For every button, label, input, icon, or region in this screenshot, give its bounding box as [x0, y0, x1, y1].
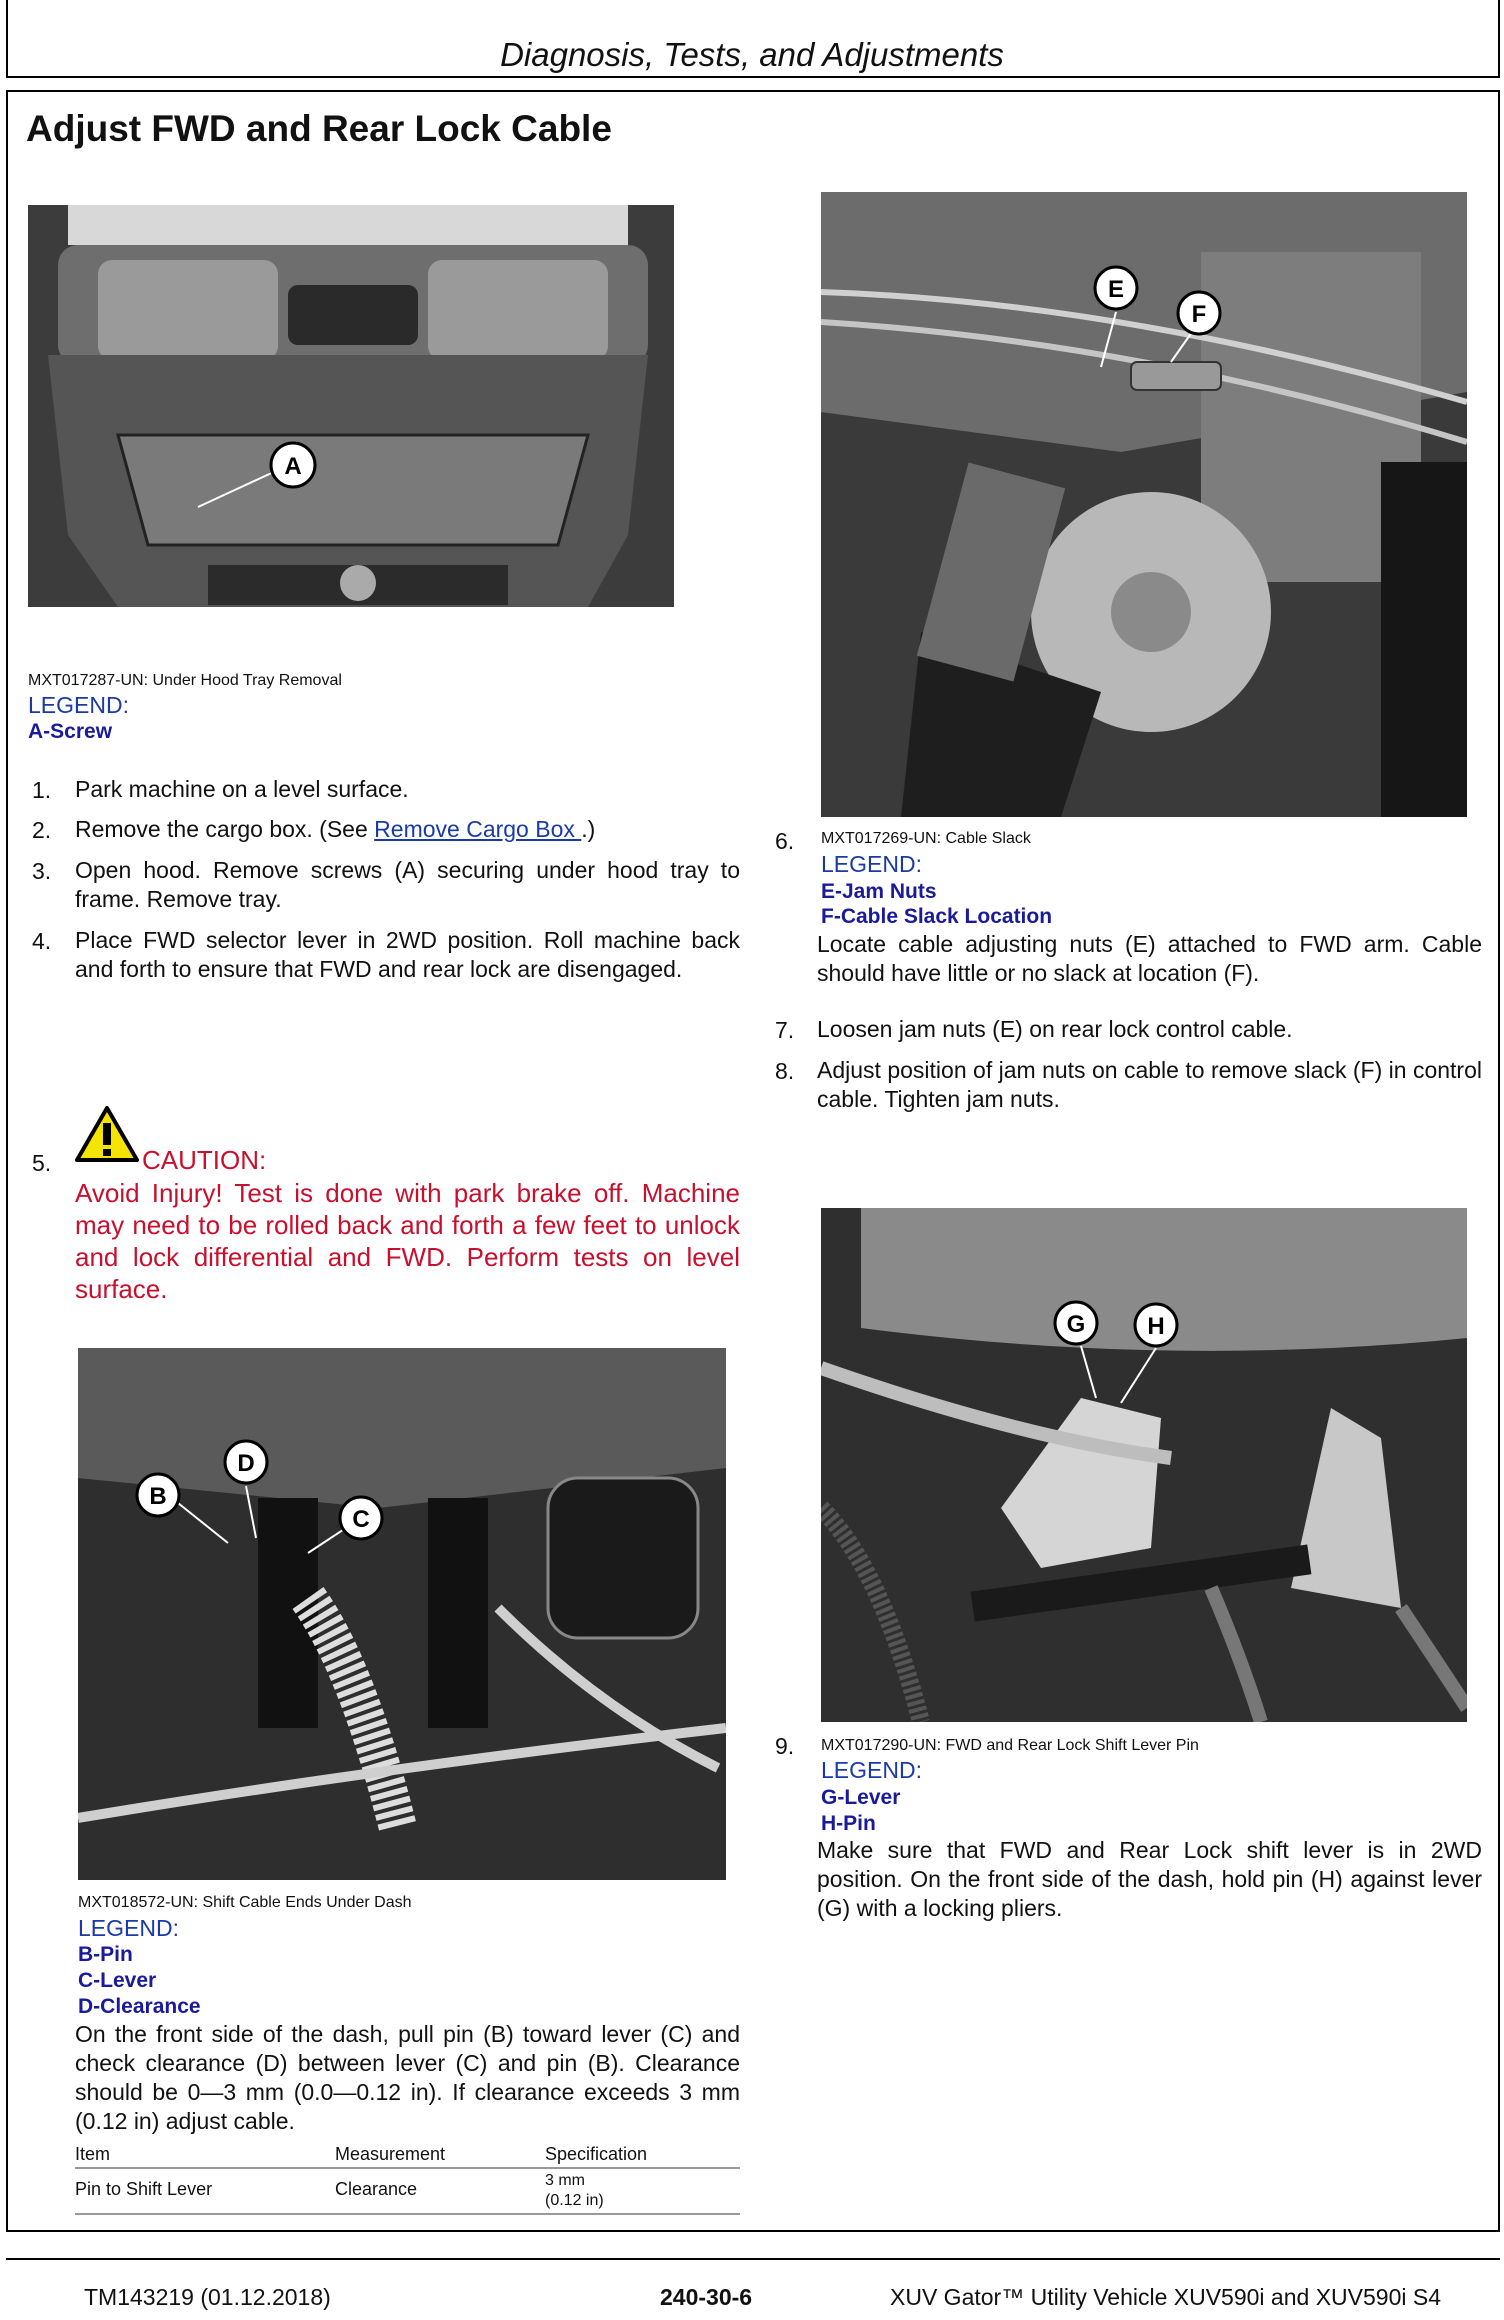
- step-4: Place FWD selector lever in 2WD position. Roll machine back and forth to ensure that FWD and rear lock are disengaged.: [75, 927, 740, 982]
- callout-h: H: [1147, 1313, 1165, 1340]
- fig2-legend-heading: LEGEND:: [821, 851, 922, 877]
- step-number: 8.: [775, 1058, 795, 1084]
- figure-shift-lever-pin: [821, 1208, 1467, 1722]
- step-number: 7.: [775, 1017, 795, 1043]
- caution-text: Avoid Injury! Test is done with park brake off. Machine may need to be rolled back and forth a few feet to unlock and lock differential and FWD. Perform tests on level surface.: [75, 1178, 740, 1304]
- fig3-legend-item: D-Clearance: [78, 1995, 201, 2018]
- step-number: 5.: [32, 1150, 52, 1176]
- fig2-legend-item: E-Jam Nuts: [821, 880, 937, 903]
- callout-g: G: [1066, 1311, 1086, 1338]
- remove-cargo-box-link[interactable]: Remove Cargo Box: [374, 816, 582, 842]
- fig4-legend-item: H-Pin: [821, 1812, 876, 1835]
- step-2-text-end: .): [581, 816, 596, 842]
- spec-cell-specification: [545, 2168, 740, 2214]
- running-header: Diagnosis, Tests, and Adjustments: [500, 36, 1004, 73]
- spec-value-mm: 3 mm: [545, 2172, 585, 2189]
- step-8: Adjust position of jam nuts on cable to remove slack (F) in control cable. Tighten jam nuts.: [817, 1057, 1482, 1112]
- fig4-legend-heading: LEGEND:: [821, 1757, 922, 1783]
- figure-cable-slack: [821, 192, 1467, 817]
- figure-shift-cable-ends: [78, 1348, 726, 1880]
- step-number: 4.: [32, 928, 52, 954]
- footer-rule: [6, 2258, 1500, 2260]
- step-2-text: Remove the cargo box. (See: [75, 816, 375, 842]
- step-5-text: On the front side of the dash, pull pin (B) toward lever (C) and check clearance (D) between lever (C) and pin (B). Clearance should be 0—3 mm (0.0—0.12 in). If clearance exceeds 3 mm (0.12 in) adjust cable.: [75, 2021, 740, 2134]
- fig3-legend-item: C-Lever: [78, 1969, 157, 1992]
- fig4-legend-item: G-Lever: [821, 1786, 901, 1809]
- fig2-caption: MXT017269-UN: Cable Slack: [821, 830, 1031, 847]
- spec-header-item: Item: [75, 2144, 111, 2164]
- spec-header-specification: Specification: [545, 2144, 648, 2164]
- step-number: 1.: [32, 777, 52, 803]
- fig1-legend-item: A-Screw: [28, 720, 113, 743]
- step-number: 6.: [775, 828, 795, 854]
- callout-b: B: [149, 1483, 167, 1510]
- step-1: Park machine on a level surface.: [75, 776, 409, 802]
- spec-cell-measurement: Clearance: [335, 2179, 418, 2199]
- callout-e: E: [1107, 276, 1125, 303]
- fig2-legend-item: F-Cable Slack Location: [821, 905, 1053, 928]
- step-2: [75, 815, 740, 844]
- fig4-caption: MXT017290-UN: FWD and Rear Lock Shift Lever Pin: [821, 1737, 1199, 1754]
- callout-a: A: [284, 453, 302, 480]
- fig1-legend-heading: LEGEND:: [28, 692, 129, 718]
- step-9-text: Make sure that FWD and Rear Lock shift lever is in 2WD position. On the front side of the dash, hold pin (H) against lever (G) with a locking pliers.: [817, 1837, 1482, 1921]
- footer-page-number: 240-30-6: [660, 2284, 753, 2310]
- callout-d: D: [237, 1450, 255, 1477]
- fig3-legend-item: B-Pin: [78, 1943, 133, 1966]
- step-number: 9.: [775, 1733, 795, 1759]
- warning-icon: [74, 1105, 140, 1168]
- spec-value-in: (0.12 in): [545, 2192, 604, 2209]
- step-number: 3.: [32, 858, 52, 884]
- fig3-legend-heading: LEGEND:: [78, 1915, 179, 1941]
- spec-cell-item: Pin to Shift Lever: [75, 2179, 213, 2199]
- caution-label: CAUTION:: [142, 1145, 267, 1175]
- fig1-caption: MXT017287-UN: Under Hood Tray Removal: [28, 672, 342, 689]
- step-number: 2.: [32, 817, 52, 843]
- callout-c: C: [352, 1506, 370, 1533]
- step-3: Open hood. Remove screws (A) securing under hood tray to frame. Remove tray.: [75, 857, 740, 912]
- spec-table: [75, 2142, 740, 2215]
- figure-under-hood-tray: [28, 205, 674, 607]
- footer-product: XUV Gator™ Utility Vehicle XUV590i and XUV590i S4: [890, 2284, 1441, 2310]
- page-title: Adjust FWD and Rear Lock Cable: [26, 108, 612, 149]
- step-7: Loosen jam nuts (E) on rear lock control cable.: [817, 1016, 1293, 1042]
- step-6-text: Locate cable adjusting nuts (E) attached to FWD arm. Cable should have little or no slack at location (F).: [817, 931, 1482, 986]
- spec-header-measurement: Measurement: [335, 2144, 446, 2164]
- footer-doc-id: TM143219 (01.12.2018): [84, 2284, 331, 2310]
- fig3-caption: MXT018572-UN: Shift Cable Ends Under Dash: [78, 1894, 412, 1911]
- callout-f: F: [1191, 301, 1207, 328]
